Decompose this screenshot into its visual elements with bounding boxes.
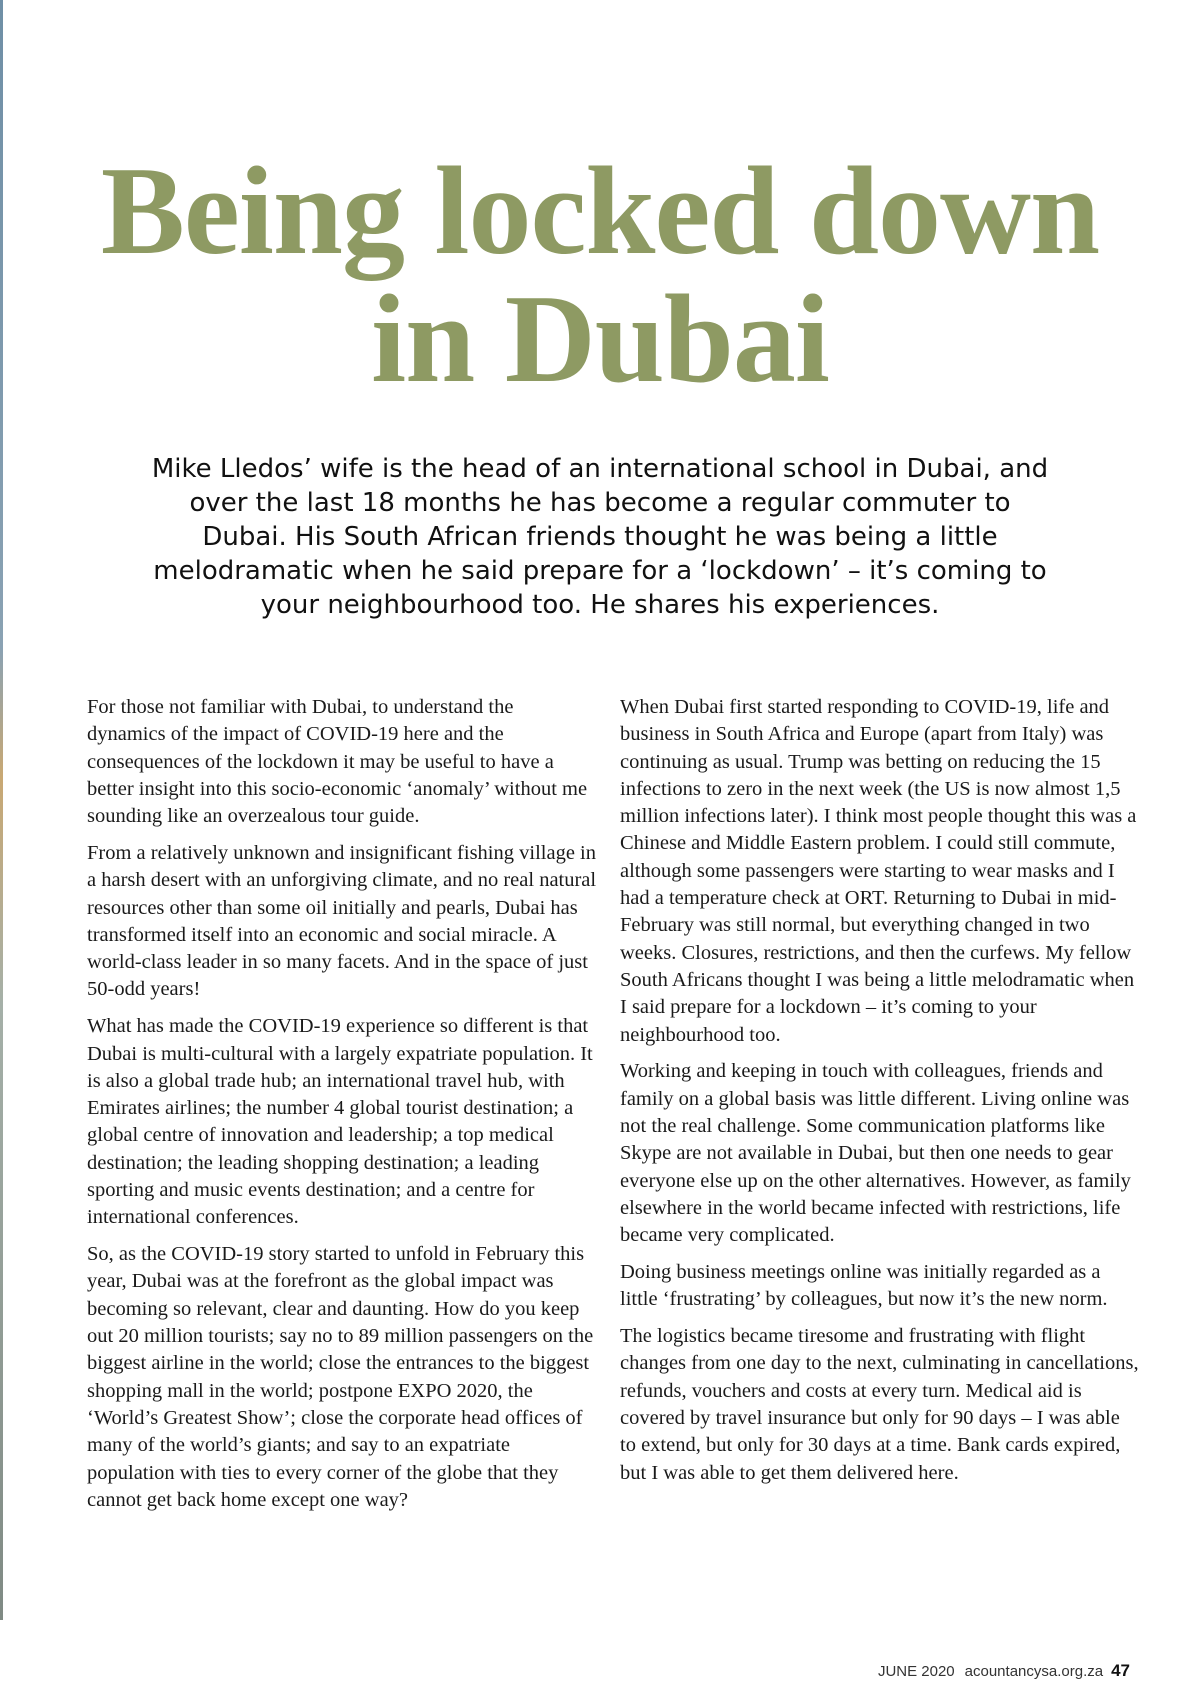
footer-issue-date: JUNE 2020 <box>877 1663 955 1680</box>
article-title-line-2: in Dubai <box>371 270 829 409</box>
left-column <box>87 694 597 1524</box>
article-title <box>0 142 1200 409</box>
body-paragraph: From a relatively unknown and insignificant fishing village in a harsh desert with an unforgiving climate, and no real natural resources other than some oil initially and pearls, Dubai has transformed itself into an economic and social miracle. A world-class leader in so many facets. And in the space of just 50-odd years! <box>87 841 597 1001</box>
body-paragraph: Doing business meetings online was initially regarded as a little ‘frustrating’ by colleagues, but now it’s the new norm. <box>620 1260 1108 1311</box>
right-column <box>620 694 1140 1496</box>
body-paragraph: For those not familiar with Dubai, to understand the dynamics of the impact of COVID-19 here and the consequences of the lockdown it may be useful to have a better insight into this socio-economic ‘anomaly’ without me sounding like an overzealous tour guide. <box>87 696 588 828</box>
page-number: 47 <box>1111 1661 1130 1680</box>
footer-website: acountancysa.org.za <box>964 1663 1104 1680</box>
body-paragraph: So, as the COVID-19 story started to unfold in February this year, Dubai was at the forefront as the global impact was becoming so relevant, clear and daunting. How do you keep out 20 million tourists; say no to 89 million passengers on the biggest airline in the world; close the entrances to the biggest shopping mall in the world; postpone EXPO 2020, the ‘World’s Greatest Show’; close the corporate head offices of many of the world’s giants; and say to an expatriate population with ties to every corner of the globe that they cannot get back home except one way? <box>87 1243 594 1511</box>
article-standfirst: Mike Lledos’ wife is the head of an international school in Dubai, and over the last 18 months he has become a regular commuter to Dubai. His South African friends thought he was being a little melodramatic when he said prepare for a ‘lockdown’ – it’s coming to your neighbourhood too. He shares his experiences. <box>151 454 1049 620</box>
body-paragraph: When Dubai first started responding to COVID-19, life and business in South Africa and Europe (apart from Italy) was continuing as usual. Trump was betting on reducing the 15 infections to zero in the next week (the US is now almost 1,5 million infections later). I think most people thought this was a Chinese and Middle Eastern problem. I could still commute, although some passengers were starting to wear masks and I had a temperature check at ORT. Returning to Dubai in mid-February was still normal, but everything changed in two weeks. Closures, restrictions, and then the curfews. My fellow South Africans thought I was being a little melodramatic when I said prepare for a lockdown – it’s coming to your neighbourhood too. <box>620 696 1137 1046</box>
body-paragraph: The logistics became tiresome and frustrating with flight changes from one day to the next, culminating in cancellations, refunds, vouchers and costs at every turn. Medical aid is covered by travel insurance but only for 90 days – I was able to extend, but only for 30 days at a time. Bank cards expired, but I was able to get them delivered here. <box>620 1325 1139 1484</box>
body-paragraph: Working and keeping in touch with colleagues, friends and family on a global basis was little different. Living online was not the real challenge. Some communication platforms like Skype are not available in Dubai, but then one needs to gear everyone else up on the other alternatives. However, as family elsewhere in the world became infected with restrictions, life became very complicated. <box>620 1060 1131 1247</box>
body-paragraph: What has made the COVID-19 experience so different is that Dubai is multi-cultural with a largely expatriate population. It is also a global trade hub; an international travel hub, with Emirates airlines; the number 4 global tourist destination; a global centre of innovation and leadership; a top medical destination; the leading shopping destination; a leading sporting and music events destination; and a centre for international conferences. <box>87 1015 593 1229</box>
article-title-line-1: Being locked down <box>100 142 1100 281</box>
page-footer <box>878 1661 1130 1681</box>
